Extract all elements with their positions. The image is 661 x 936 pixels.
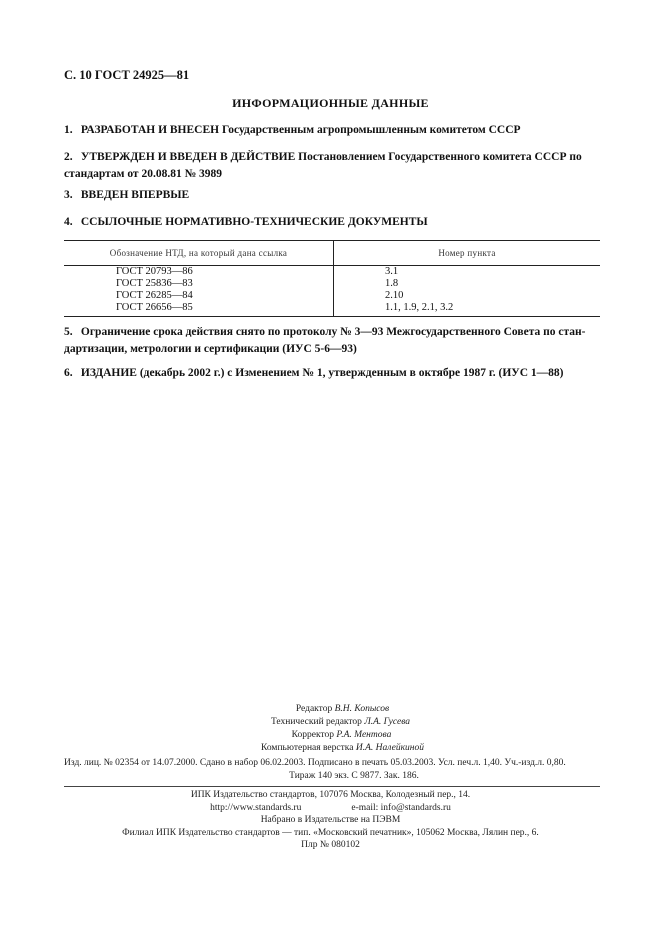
publisher-info xyxy=(0,789,661,852)
credit-layout xyxy=(0,742,661,755)
info-item-3 xyxy=(64,187,604,204)
item-number: 2. xyxy=(64,151,73,163)
table-cell-document: ГОСТ 20793—86 xyxy=(64,266,334,279)
credit-name: И.А. Налейкиной xyxy=(355,743,424,753)
item-bold-text: ИЗДАНИЕ xyxy=(80,367,137,379)
table-cell-clause: 2.10 xyxy=(385,290,404,301)
column-header-clause: Номер пункта xyxy=(334,241,601,266)
item-text-continued: дартизации, метрологии и сертификации (ИУС 5-6—93) xyxy=(64,343,357,355)
credit-technical-editor xyxy=(0,716,661,729)
table-cell-document: ГОСТ 25836—83 xyxy=(64,278,334,290)
table-row xyxy=(64,278,600,290)
credit-label: Корректор xyxy=(291,730,335,740)
editorial-credits xyxy=(0,703,661,755)
reference-documents-table xyxy=(64,240,600,317)
printing-house: Филиал ИПК Издательство стандартов — тип. «Московский печатник», 105062 Москва, Лялин пер., 6. xyxy=(122,827,539,838)
info-item-5 xyxy=(64,324,604,358)
table-cell-document: ГОСТ 26285—84 xyxy=(64,290,334,302)
typeset-note: Набрано в Издательстве на ПЭВМ xyxy=(260,815,401,825)
publisher-website: http://www.standards.ru xyxy=(210,802,302,813)
info-item-6 xyxy=(64,365,604,382)
credit-label: Редактор xyxy=(295,704,333,714)
table-row xyxy=(64,302,600,317)
info-item-4 xyxy=(64,214,604,231)
item-bold-text: ВВЕДЕН ВПЕРВЫЕ xyxy=(80,189,190,201)
credit-corrector xyxy=(0,729,661,742)
column-header-document: Обозначение НТД, на который дана ссылка xyxy=(64,241,334,266)
table-cell-clause: 3.1 xyxy=(385,266,399,277)
credit-name: Р.А. Ментова xyxy=(336,730,392,740)
item-number: 3. xyxy=(64,189,73,201)
publisher-address: ИПК Издательство стандартов, 107076 Москва, Колодезный пер., 14. xyxy=(190,790,471,800)
item-text-continued: стандартам от 20.08.81 № 3989 xyxy=(64,168,223,180)
credit-name: В.Н. Копысов xyxy=(334,704,390,714)
item-bold-text: ССЫЛОЧНЫЕ НОРМАТИВНО-ТЕХНИЧЕСКИЕ ДОКУМЕНТЫ xyxy=(80,216,428,228)
table-cell-document: ГОСТ 26656—85 xyxy=(64,302,334,317)
publisher-contacts xyxy=(0,802,661,815)
item-number: 6. xyxy=(64,367,73,379)
item-bold-text: РАЗРАБОТАН И ВНЕСЕН xyxy=(80,124,220,136)
table-cell-clause: 1.8 xyxy=(385,278,399,289)
table-cell-clause: 1.1, 1.9, 2.1, 3.2 xyxy=(334,302,601,317)
publisher-email: e-mail: info@standards.ru xyxy=(351,802,451,813)
item-number: 4. xyxy=(64,216,73,228)
table-header-row xyxy=(64,241,600,266)
info-item-2 xyxy=(64,149,604,183)
item-number: 5. xyxy=(64,326,73,338)
item-text: Ограничение срока действия снято по протоколу № 3—93 Межгосударственного Совета по стан- xyxy=(80,326,586,338)
table-row xyxy=(64,290,600,302)
credit-label: Технический редактор xyxy=(270,717,362,727)
publication-info-line: Изд. лиц. № 02354 от 14.07.2000. Сдано в набор 06.02.2003. Подписано в печать 05.03.2003. Усл. печ.л. 1,40. Уч.-изд.л. 0,80. xyxy=(64,758,566,768)
divider-line xyxy=(64,786,600,787)
license-number: Плр № 080102 xyxy=(301,840,360,850)
page-header: С. 10 ГОСТ 24925—81 xyxy=(64,68,190,82)
item-text: (декабрь 2002 г.) с Изменением № 1, утвержденным в октябре 1987 г. (ИУС 1—88) xyxy=(139,367,564,379)
info-item-1 xyxy=(64,122,604,139)
credit-editor xyxy=(0,703,661,716)
credit-label: Компьютерная верстка xyxy=(261,743,354,753)
item-number: 1. xyxy=(64,124,73,136)
credit-name: Л.А. Гусева xyxy=(364,717,411,727)
section-title: ИНФОРМАЦИОННЫЕ ДАННЫЕ xyxy=(232,96,429,110)
item-text: Постановлением Государственного комитета СССР по xyxy=(298,151,582,163)
item-text: Государственным агропромышленным комитетом СССР xyxy=(221,124,521,136)
print-run-line: Тираж 140 экз. С 9877. Зак. 186. xyxy=(289,771,419,781)
item-bold-text: УТВЕРЖДЕН И ВВЕДЕН В ДЕЙСТВИЕ xyxy=(80,151,296,163)
publication-info xyxy=(64,757,604,783)
table-row xyxy=(64,266,600,279)
